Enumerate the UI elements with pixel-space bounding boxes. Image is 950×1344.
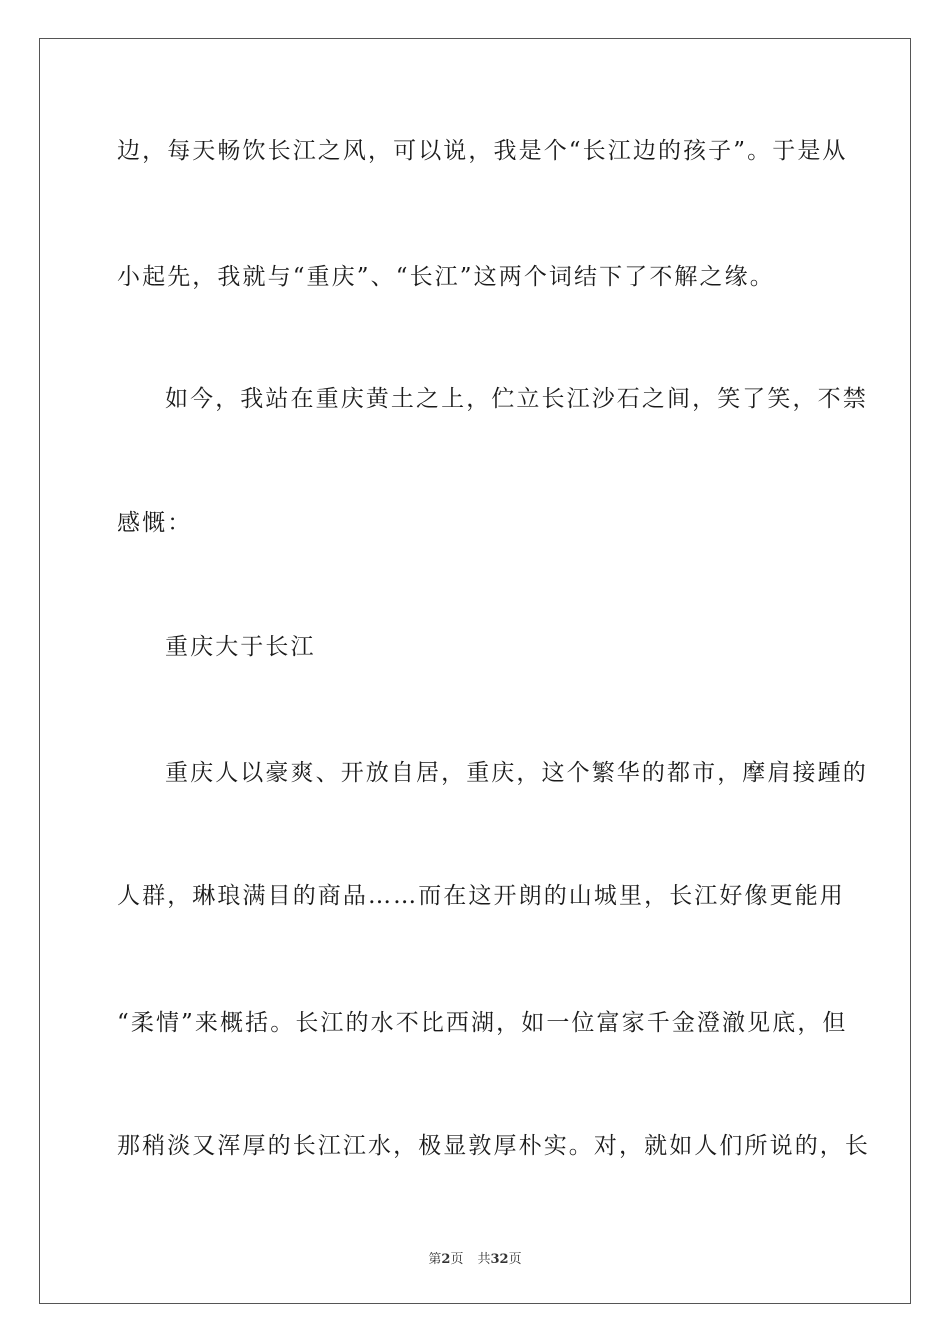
total-prefix: 共 bbox=[477, 1252, 491, 1267]
page-suffix: 页 bbox=[450, 1252, 464, 1267]
page-number: 2 bbox=[441, 1252, 451, 1267]
section-heading: 重庆大于长江 bbox=[165, 634, 316, 660]
text-line-4: 感慨： bbox=[117, 510, 193, 536]
text-line-9: 那稍淡又浑厚的长江江水，极显敦厚朴实。对，就如人们所说的，长 bbox=[117, 1133, 870, 1159]
page-prefix: 第 bbox=[428, 1252, 442, 1267]
text-line-8: “柔情”来概括。长江的水不比西湖，如一位富家千金澄澈见底，但 bbox=[117, 1010, 848, 1036]
page-border bbox=[39, 38, 911, 1304]
text-line-2: 小起先，我就与“重庆”、“长江”这两个词结下了不解之缘。 bbox=[117, 264, 775, 290]
page-footer bbox=[0, 1248, 950, 1267]
total-pages: 32 bbox=[490, 1252, 509, 1267]
text-line-1: 边，每天畅饮长江之风，可以说，我是个“长江边的孩子”。于是从 bbox=[117, 138, 848, 164]
total-suffix: 页 bbox=[508, 1252, 522, 1267]
text-line-3: 如今，我站在重庆黄土之上，伫立长江沙石之间，笑了笑，不禁 bbox=[165, 386, 868, 412]
text-line-6: 重庆人以豪爽、开放自居，重庆，这个繁华的都市，摩肩接踵的 bbox=[165, 760, 868, 786]
text-line-7: 人群，琳琅满目的商品……而在这开朗的山城里，长江好像更能用 bbox=[117, 883, 845, 909]
